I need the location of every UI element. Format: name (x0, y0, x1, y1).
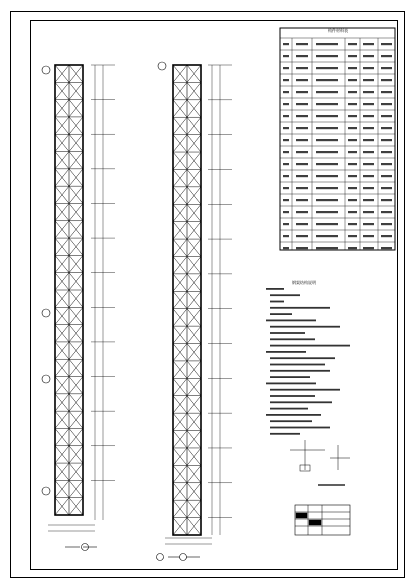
table-cell-text (316, 187, 338, 189)
table-cell-text (381, 55, 392, 57)
table-cell-text (316, 199, 338, 201)
table-cell-text (283, 175, 289, 177)
note-text-line (266, 320, 316, 322)
table-cell-text (296, 247, 308, 249)
table-cell-text (348, 55, 357, 57)
table-cell-text (296, 139, 308, 141)
right-elevation (157, 62, 233, 561)
table-cell-text (363, 187, 374, 189)
table-cell-text (283, 79, 289, 81)
table-cell-text (283, 43, 289, 45)
table-cell-text (363, 91, 374, 93)
table-cell-text (363, 67, 374, 69)
note-text-line (270, 376, 310, 378)
table-cell-text (283, 115, 289, 117)
table-cell-text (381, 163, 392, 165)
table-cell-text (348, 43, 357, 45)
table-cell-text (283, 235, 289, 237)
note-text-line (270, 307, 330, 309)
note-text-line (270, 364, 325, 366)
table-cell-text (348, 79, 357, 81)
note-text-line (270, 408, 308, 410)
note-text-line (270, 332, 305, 334)
table-cell-text (296, 115, 308, 117)
table-cell-text (296, 67, 308, 69)
table-cell-text (348, 115, 357, 117)
table-cell-text (363, 127, 374, 129)
table-cell-text (316, 43, 338, 45)
table-cell-text (363, 151, 374, 153)
table-cell-text (363, 223, 374, 225)
note-text-line (270, 326, 340, 328)
table-cell-text (348, 175, 357, 177)
table-cell-text (283, 91, 289, 93)
table-cell-text (348, 199, 357, 201)
table-cell-text (283, 55, 289, 57)
table-cell-text (363, 55, 374, 57)
table-cell-text (363, 247, 374, 249)
table-cell-text (363, 175, 374, 177)
note-text-line (270, 401, 332, 403)
note-text-line (270, 301, 284, 303)
table-cell-text (348, 235, 357, 237)
table-cell-text (381, 91, 392, 93)
note-text-line (270, 313, 292, 315)
table-cell-text (283, 127, 289, 129)
note-text-line (270, 389, 340, 391)
table-cell-text (296, 151, 308, 153)
table-cell-text (363, 211, 374, 213)
notes-title: 钢架结构说明 (292, 280, 316, 285)
note-text-line (270, 395, 315, 397)
table-cell-text (283, 67, 289, 69)
table-cell-text (381, 199, 392, 201)
table-cell-text (296, 175, 308, 177)
table-cell-text (296, 127, 308, 129)
note-text-line (270, 427, 330, 429)
table-cell-text (283, 199, 289, 201)
table-cell-text (283, 211, 289, 213)
detail-sketches (290, 440, 350, 535)
table-cell-text (348, 247, 357, 249)
table-cell-text (381, 139, 392, 141)
table-cell-text (381, 175, 392, 177)
table-cell-text (381, 151, 392, 153)
table-cell-text (348, 187, 357, 189)
table-cell-text (283, 151, 289, 153)
table-cell-text (363, 163, 374, 165)
note-text-line (266, 288, 284, 290)
table-cell-text (316, 175, 338, 177)
table-cell-text (381, 235, 392, 237)
note-text-line (270, 433, 300, 435)
table-cell-text (363, 115, 374, 117)
table-cell-text (296, 199, 308, 201)
table-cell-text (283, 163, 289, 165)
table-cell-text (348, 163, 357, 165)
table-cell-text (316, 223, 338, 225)
table-cell-text (363, 79, 374, 81)
table-cell-text (316, 211, 338, 213)
table-cell-text (316, 127, 338, 129)
table-cell-text (381, 115, 392, 117)
note-text-line (270, 370, 330, 372)
note-text-line (270, 294, 300, 296)
note-text-line (270, 338, 315, 340)
note-text-line (266, 414, 321, 416)
table-cell-text (363, 235, 374, 237)
member-table-title: 构件材料表 (328, 28, 348, 33)
table-cell-text (363, 43, 374, 45)
table-cell-text (283, 247, 289, 249)
table-cell-text (381, 127, 392, 129)
table-cell-text (283, 187, 289, 189)
note-text-line (270, 345, 350, 347)
note-text-line (266, 351, 306, 353)
table-cell-text (381, 247, 392, 249)
table-cell-text (316, 139, 338, 141)
table-cell-text (316, 67, 338, 69)
table-cell-text (363, 139, 374, 141)
table-cell-text (348, 91, 357, 93)
table-cell-text (296, 235, 308, 237)
member-schedule-table (280, 28, 395, 250)
table-cell-text (363, 103, 374, 105)
note-text-line (266, 383, 316, 385)
table-cell-text (381, 103, 392, 105)
table-cell-text (363, 199, 374, 201)
table-cell-text (316, 115, 338, 117)
table-cell-text (348, 103, 357, 105)
table-cell-text (316, 55, 338, 57)
table-cell-text (296, 43, 308, 45)
table-cell-text (381, 67, 392, 69)
table-cell-text (316, 247, 338, 249)
table-cell-text (296, 91, 308, 93)
table-cell-text (316, 151, 338, 153)
table-cell-text (296, 79, 308, 81)
table-cell-text (316, 235, 338, 237)
table-cell-text (348, 139, 357, 141)
table-cell-text (348, 127, 357, 129)
table-cell-text (296, 223, 308, 225)
table-cell-text (348, 223, 357, 225)
table-cell-text (316, 103, 338, 105)
table-cell-text (316, 79, 338, 81)
note-text-line (270, 357, 335, 359)
table-cell-text (283, 139, 289, 141)
table-cell-text (283, 103, 289, 105)
left-elevation (42, 65, 115, 551)
table-cell-text (348, 67, 357, 69)
table-cell-text (283, 223, 289, 225)
table-cell-text (381, 187, 392, 189)
table-cell-text (381, 223, 392, 225)
table-cell-text (296, 163, 308, 165)
table-cell-text (296, 103, 308, 105)
table-cell-text (381, 43, 392, 45)
note-text-line (270, 420, 312, 422)
table-cell-text (296, 55, 308, 57)
table-cell-text (348, 151, 357, 153)
table-cell-text (316, 91, 338, 93)
table-cell-text (316, 163, 338, 165)
table-cell-text (381, 211, 392, 213)
table-cell-text (348, 211, 357, 213)
table-cell-text (296, 187, 308, 189)
table-cell-text (296, 211, 308, 213)
general-notes (266, 288, 350, 435)
table-cell-text (381, 79, 392, 81)
